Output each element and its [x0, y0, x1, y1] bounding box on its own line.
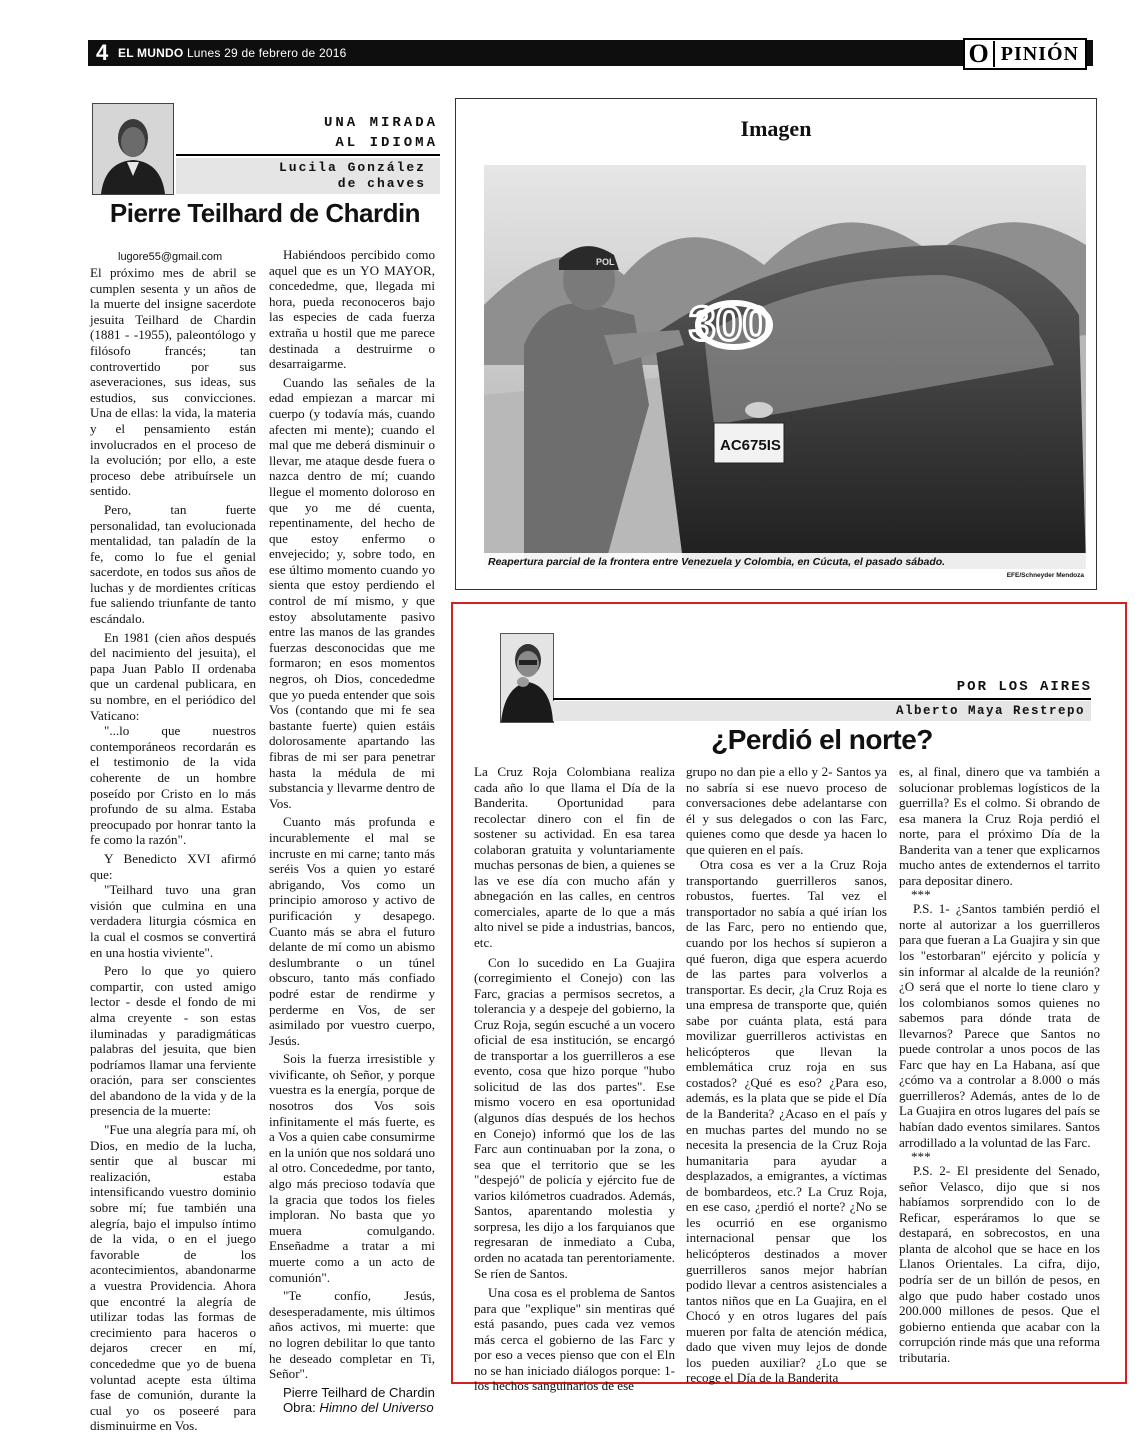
window-number: 300	[689, 298, 770, 351]
paragraph: Con lo sucedido en La Guajira (corregimiento el Conejo) con las Farc, gracias a permisos secretos, a tolerancia y a despeje del gobierno, la Cruz Roja, según escuché a un vocero oficial de esa institución, se encargó de transportar a los guerrilleros a ese evento, cosa que hizo porque "hubo solicitud de las dos partes". Ese mismo vocero en esa oportunidad (algunos días después de los hechos en Conejo) informó que los de las Farc aun continuaban por la zona, o sea que el territorio que se les "despejó" de policía y ejército fue de varios kilómetros cuadrados. Además, Santos, aparentando molestia y sorpresa, les dijo a los farquianos que regresaran de inmediato a Cuba, orden no acatada tan perentoriamente. Se ríen de Santos.	[474, 954, 675, 1281]
paragraph: es, al final, dinero que va también a solucionar problemas logísticos de la guerrilla? Es el colmo. Si obrando de esa manera la Cruz Roja perdió el norte, para el próximo Día de la Banderita van a tener que explicarnos mucho antes de extendernos el tarrito para depositar dinero.	[899, 764, 1100, 888]
work-title: Himno del Universo	[319, 1400, 434, 1416]
paper-name: EL MUNDO	[118, 46, 184, 60]
section-initial: O	[965, 41, 995, 67]
headline-perdio: ¿Perdió el norte?	[711, 724, 933, 755]
separator-stars: ***	[911, 1149, 931, 1165]
paragraph: El próximo mes de abril se cumplen sesenta y un años de la muerte del insigne sacerdote jesuita Teilhard de Chardin (1881 - -1955), paleontólogo y filósofo francés; tan controvertido por sus aseveraciones, sus ideas, sus estudios, sus convicciones. Una de ellas: la vida, la materia y el pensamiento están involucrados en el proceso de la evolución; por ello, a este proceso debe atribuírsele un sentido.	[90, 265, 256, 499]
paragraph: Habiéndoos percibido como aquel que es un YO MAYOR, concededme, que, llegada mi hora, pueda reconoceros bajo las especies de cada fuerza extraña u hostil que me parece destinada a destruirme o desarraigarme.	[269, 247, 435, 372]
column-title-line-1: UNA MIRADA	[323, 115, 438, 131]
section-name: PINIÓN	[1000, 42, 1079, 65]
paragraph: Otra cosa es ver a la Cruz Roja transportando guerrilleros sanos, robustos, fuertes. Tal vez el transportador no sabía a qué irían los de las Farc, pero no entiendo que, cuando por los hechos sí supieron a qué fueron, diga que espera acuerdo de las partes para volverlos a transportar. Es decir, ¿la Cruz Roja es una empresa de transporte que, quién sabe por cuánta plata, está para movilizar guerrilleros activistas en helicópteros que llevan la emblemática cruz roja en sus costados? ¿Qué es eso? ¿Para eso, además, es la plata que se pide el Día de la Banderita? ¿Acaso en el país y en muchas partes del mundo no se necesita la presencia de la Cruz Roja humanitaria para ayudar a desplazados, a emigrantes, a víctimas de bombardeos, etc.? La Cruz Roja, en ese caso, ¿perdió el norte? ¿No se les ocurrió en ese organismo internacional pensar que los helicópteros destinados a mover guerrilleros sanos mejor habrían podido llevar a centros asistenciales a tantos niños que en La Guajira, en el Chocó y en otros lugares del país mueren por falta de atención médica, dado que viven muy lejos de donde los pueden auxiliar? ¿Lo que se recoge el Día de la Banderita	[686, 857, 887, 1386]
paragraph: Una cosa es el problema de Santos para que "explique" sin mentiras qué está pasando, pues cada vez vemos más cerca el gobierno de las Farc y por eso a veces pienso que con el Eln no se han iniciado diálogos porque: 1- los hechos sanguinarios de ese	[474, 1285, 675, 1394]
article2-column-1	[474, 764, 675, 1394]
paragraph: La Cruz Roja Colombiana realiza cada año lo que llama el Día de la Banderita. Oportunidad para recolectar dinero con el fin de sostener su actividad. En esa tarea colaboran gratuita y voluntariamente muchas personas de bien, a quienes se las ve ese día con mucho afán y abnegación en las calles, en centros comerciales, aparte de lo que a más alto nivel se pide a industrias, bancos, etc.	[474, 764, 675, 951]
paragraph: P.S. 1- ¿Santos también perdió el norte al autorizar a los guerrilleros para que fueran a La Guajira y sin que los "estorbaran" ejército y policía y sin informar al alcalde de la reunión? ¿O será que el norte lo tiene claro y los colombianos somos quienes no sabemos para dónde trata de llevarnos? Parece que Santos no puede controlar a unos pocos de las Farc que hay en La Habana, así que ¿cómo va a controlar a 8.000 o más guerrilleros? Además, antes de lo de La Guajira en otros lugares del país se habían dado eventos similares. Santos arrodillado a la voluntad de las Farc.	[899, 901, 1100, 1150]
author-line-2: de chaves	[337, 176, 426, 191]
paragraph: En 1981 (cien años después del nacimiento del jesuita), el papa Juan Pablo II ordenaba que un cardenal publicara, en su nombre, en el periódico del Vaticano:	[90, 629, 256, 723]
quote-paragraph: "Teilhard tuvo una gran visión que culmina en una verdadera liturgia cósmica en la cual el cosmos se convertirá en una hostia viviente".	[90, 882, 256, 960]
article-column-2	[269, 247, 435, 1416]
paragraph: Cuanto más profunda e incurablemente el mal se incruste en mi carne; tanto más seréis Vos a quien yo estaré abrigando, Vos como un principio amoroso y activo de purificación y desapego. Cuanto más se abra el futuro delante de mí como un abismo deslumbrante o un túnel obscuro, tanto más confiado podré estar de rendirme y perderme en Vos, de ser asimilado por vuestro cuerpo, Jesús.	[269, 814, 435, 1048]
masthead-line	[118, 40, 346, 66]
column-title	[268, 113, 438, 153]
paragraph: Sois la fuerza irresistible y vivificante, oh Señor, y porque vuestra es la energía, porque de nosotros dos Vos sois infinitamente el más fuerte, es a Vos a quien cabe consumirme en la unión que nos soldará uno al otro. Concededme, por tanto, algo más precioso todavía que la gracia que todos los fieles imploran. No basta que yo muera comulgando. Enseñadme a tratar a mi muerte como a un acto de comunión".	[269, 1051, 435, 1285]
author-photo-alberto	[500, 633, 554, 723]
paragraph: grupo no dan pie a ello y 2- Santos ya no sabría si ese nuevo proceso de conversaciones debe adelantarse con él y sus delegados o con las Farc, quienes como que desde ya hacen lo que quieren en el país.	[686, 764, 887, 857]
quote-paragraph: "...lo que nuestros contemporáneos recordarán es el testimonio de la vida coherente de un hombre poseído por Cristo en lo más profundo de su alma. Estaba preocupado por honrar tanto la fe como la razón".	[90, 723, 256, 848]
title-rule	[176, 154, 440, 156]
paragraph: "Te confío, Jesús, desesperadamente, mis últimos años activos, mi muerte: que no logren debilitar lo que tanto he deseado completar en Ti, Señor".	[269, 1288, 435, 1382]
image-section-title: Imagen	[740, 116, 812, 141]
section-label	[963, 38, 1087, 70]
image-section	[455, 98, 1097, 590]
paragraph: Pero lo que yo quiero compartir, con usted amigo lector - desde el fondo de mi alma creyente - son estas iluminadas y paradigmáticas palabras del jesuita, que bien podríamos llamar una ferviente oración, para ser conscientes del abandono de la vida y de la presencia de la muerte:	[90, 963, 256, 1119]
page-number: 4	[96, 40, 109, 65]
author-photo-lucila	[92, 103, 174, 195]
title-rule-2	[553, 698, 1091, 700]
cap-text: POL	[596, 257, 615, 267]
page-header	[88, 40, 1093, 66]
photo-caption: Reapertura parcial de la frontera entre Venezuela y Colombia, en Cúcuta, el pasado sábado.	[484, 553, 1086, 571]
paragraph: Cuando las señales de la edad empiezan a marcar mi cuerpo (y todavía más, cuando afecten mi mente); cuando el mal que me deberá disminuir o llevar, me ataque desde fuera o nazca dentro de mí; cuando llegue el momento doloroso en que yo me dé cuenta, repentinamente, del hecho de que estoy enfermo o envejecido; y, sobre todo, en ese último momento cuando yo sienta que estoy perdiendo el control de mí mismo, y que estoy absolutamente pasivo entre las manos de las grandes fuerzas desconocidas que me formaron; en esos momentos negros, oh Dios, concededme que yo pueda entender que sois Vos (contando que mi fe sea bastante fuerte) quien estáis dolorosamente apartando las fibras de mi ser para penetrar hasta la médula de mi substancia y llevarme dentro de Vos.	[269, 374, 435, 811]
paragraph: P.S. 2- El presidente del Senado, señor Velasco, dijo que si nos habíamos sorprendido con lo de Reficar, esperáramos lo que se destapará, en sobrecostos, en una planta de alcohol que se hace en los Llanos Orientales. La cifra, dijo, podría ser de un billón de pesos, en algo que pudo haber costado unos 200.000 millones de pesos. Que el gobierno entienda que acabar con la corrupción rinde más que una reforma tributaria.	[899, 1163, 1100, 1365]
paragraph: Pero, tan fuerte personalidad, tan evolucionada mentalidad, tan paladín de la fe, como lo fue el genial sacerdote, en todos sus años de luchas y de mordientes críticas fue saliendo triunfante de tanto escándalo.	[90, 501, 256, 627]
separator-stars: ***	[911, 887, 931, 903]
author-email[interactable]: lugore55@gmail.com	[118, 251, 223, 263]
author-line-1: Lucila González	[278, 160, 426, 175]
article2-column-2	[686, 764, 887, 1386]
article2-column-3	[899, 764, 1100, 1365]
column-title-line-2: AL IDIOMA	[335, 135, 438, 151]
author-byline	[176, 158, 440, 194]
author-byline-alberto: Alberto Maya Restrepo	[553, 701, 1091, 721]
photo-credit: EFE/Schneyder Mendoza	[1006, 572, 1084, 579]
quote-paragraph: "Fue una alegría para mí, oh Dios, en medio de la lucha, sentir que al buscar mi realización, estaba intensificando vuestro dominio sobre mí; fue también una alegría, bajo el impulso íntimo de la vida, o en el juego favorable de los acontecimientos, abandonarme a vuestra Providencia. Ahora que encontré la alegría de utilizar todas las formas de crecimiento para haceros o dejaros crecer en mí, concededme que yo de buena voluntad acepte esta última fase de comunión, durante la cual yo os poseeré para disminuirme en Vos.	[90, 1122, 256, 1434]
headline-chardin: Pierre Teilhard de Chardin	[109, 198, 421, 228]
signature	[269, 1385, 435, 1401]
signature-name: Pierre Teilhard de Chardin	[283, 1384, 435, 1400]
issue-date: Lunes 29 de febrero de 2016	[186, 46, 347, 60]
article-column-1	[90, 265, 256, 1434]
work-label: Obra:	[283, 1400, 316, 1416]
column-title-aires: POR LOS AIRES	[956, 679, 1092, 695]
license-plate: AC675IS	[720, 437, 781, 454]
news-photo	[484, 165, 1086, 569]
paragraph: Y Benedicto XVI afirmó que:	[90, 850, 256, 882]
work-line	[269, 1400, 435, 1416]
